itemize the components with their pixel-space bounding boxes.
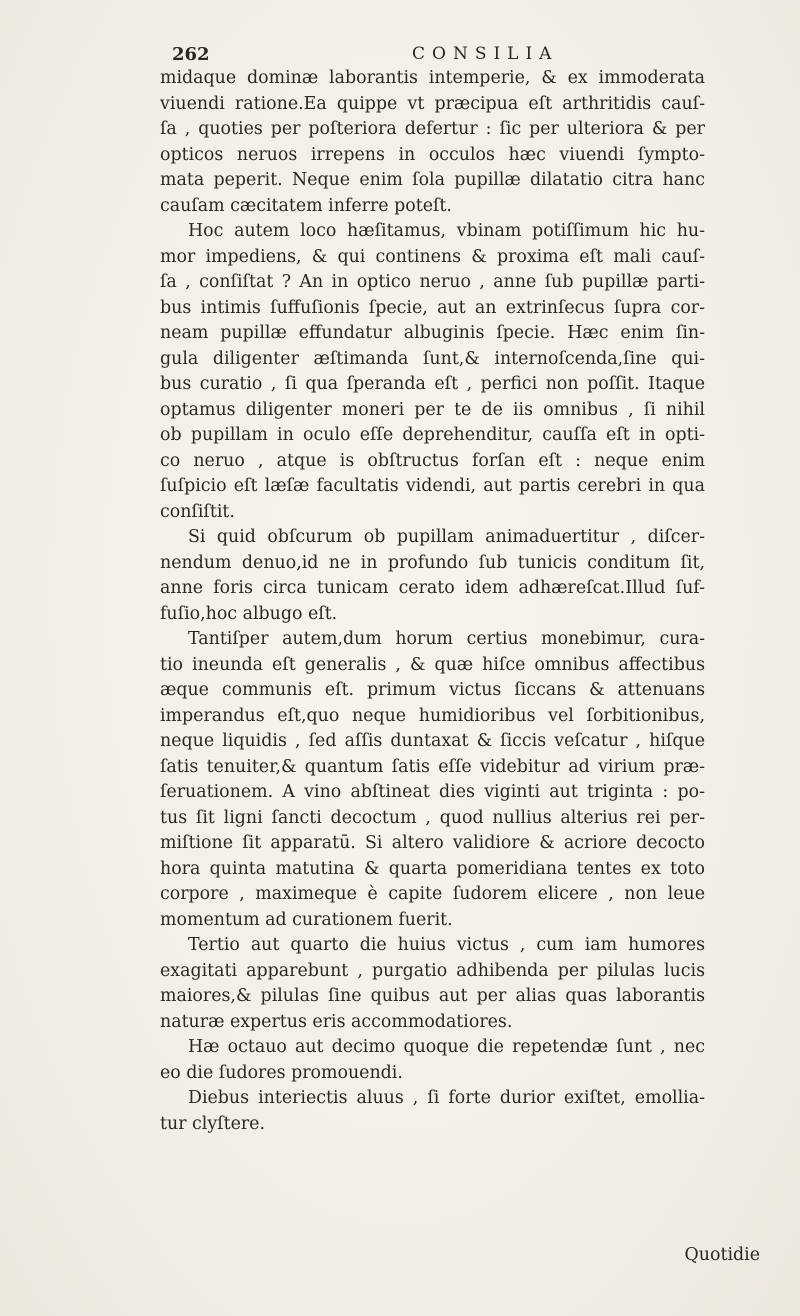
text-line: ſa , quoties per poſteriora defertur : ſic per ulteriora & per: [160, 119, 705, 139]
paragraph: [160, 525, 705, 627]
text-line: ſuſpicio eſt læſæ facultatis videndi, aut partis cerebri in qua: [160, 476, 705, 496]
running-head: CONSILIA: [412, 44, 559, 64]
text-line: tur clyſtere.: [160, 1113, 266, 1134]
text-line: ſatis tenuiter,& quantum ſatis eſſe videbitur ad virium præ-: [160, 756, 705, 777]
text-line: bus curatio , ſi qua ſperanda eſt , perfici non poſſit. Itaque: [160, 374, 705, 394]
paragraph: [160, 627, 705, 933]
paragraph: [160, 933, 705, 1035]
page-header: [172, 40, 692, 66]
text-line: hora quinta matutina & quarta pomeridiana tentes ex toto: [160, 858, 705, 879]
text-line: cauſam cæcitatem inferre poteſt.: [160, 195, 452, 216]
text-line: midaque dominæ laborantis intemperie, & ex immoderata: [160, 68, 705, 88]
text-line: co neruo , atque is obſtructus forſan eſt : neque enim: [160, 450, 705, 471]
text-line: miſtione ſit apparatū. Si altero validiore & acriore decocto: [160, 833, 705, 853]
text-line: bus intimis ſuffuſionis ſpecie, aut an extrinſecus ſupra cor-: [160, 297, 705, 318]
text-line: conſiſtit.: [160, 501, 235, 522]
paragraph: [160, 1035, 705, 1086]
text-line: maiores,& pilulas ſine quibus aut per alias quas laborantis: [160, 986, 705, 1006]
paragraph: [160, 219, 705, 525]
text-line: Hoc autem loco hæſitamus, vbinam potiſſimum hic hu-: [188, 221, 705, 241]
text-line: eo die ſudores promouendi.: [160, 1062, 403, 1083]
body-text: [160, 66, 705, 1137]
text-line: tio ineunda eſt generalis , & quæ hiſce omnibus affectibus: [160, 654, 705, 675]
text-line: tus ſit ligni ſancti decoctum , quod nullius alterius rei per-: [160, 807, 705, 828]
text-line: Tertio aut quarto die huius victus , cum iam humores: [188, 935, 705, 955]
text-line: ſa , conſiſtat ? An in optico neruo , anne ſub pupillæ parti-: [160, 272, 705, 292]
text-line: opticos neruos irrepens in occulos hæc viuendi ſympto-: [160, 144, 705, 165]
text-line: ob pupillam in oculo eſſe deprehenditur, cauſſa eſt in opti-: [160, 425, 705, 445]
text-line: mata peperit. Neque enim ſola pupillæ dilatatio citra hanc: [160, 170, 705, 190]
text-line: gula diligenter æſtimanda ſunt,& internoſcenda,ſine qui-: [160, 348, 705, 369]
text-line: anne foris circa tunicam cerato idem adhæreſcat.Illud ſuf-: [160, 578, 705, 598]
text-line: Hæ octauo aut decimo quoque die repetendæ ſunt , nec: [188, 1037, 705, 1057]
text-line: viuendi ratione.Ea quippe vt præcipua eſt arthritidis cauſ-: [160, 93, 705, 114]
text-line: Si quid obſcurum ob pupillam animaduertitur , diſcer-: [188, 527, 705, 547]
text-line: nendum denuo,id ne in profundo ſub tunicis conditum ſit,: [160, 552, 705, 573]
text-line: Diebus interiectis aluus , ſi forte durior exiſtet, emollia-: [188, 1088, 705, 1108]
text-line: momentum ad curationem fuerit.: [160, 909, 453, 930]
text-line: Tantiſper autem,dum horum certius monebimur, cura-: [188, 629, 705, 649]
text-line: naturæ expertus eris accommodatiores.: [160, 1011, 513, 1032]
text-line: exagitati apparebunt , purgatio adhibenda per pilulas lucis: [160, 960, 705, 981]
text-line: neam pupillæ effundatur albuginis ſpecie. Hæc enim ſin-: [160, 323, 705, 343]
text-line: ſeruationem. A vino abſtineat dies viginti aut triginta : po-: [160, 782, 705, 802]
text-line: æque communis eſt. primum victus ſiccans & attenuans: [160, 680, 705, 700]
text-line: corpore , maximeque è capite ſudorem elicere , non leue: [160, 884, 705, 904]
paragraph: [160, 1086, 705, 1137]
text-line: mor impediens, & qui continens & proxima eſt mali cauſ-: [160, 246, 705, 267]
text-line: imperandus eſt,quo neque humidioribus vel ſorbitionibus,: [160, 705, 705, 726]
page-number: 262: [172, 44, 210, 65]
text-line: neque liquidis , ſed aſſis duntaxat & ſiccis veſcatur , hiſque: [160, 731, 705, 751]
text-line: fuſio,hoc albugo eſt.: [160, 603, 338, 624]
text-line: optamus diligenter moneri per te de iis omnibus , ſi nihil: [160, 399, 705, 420]
catchword: Quotidie: [684, 1245, 760, 1265]
paragraph: [160, 66, 705, 219]
